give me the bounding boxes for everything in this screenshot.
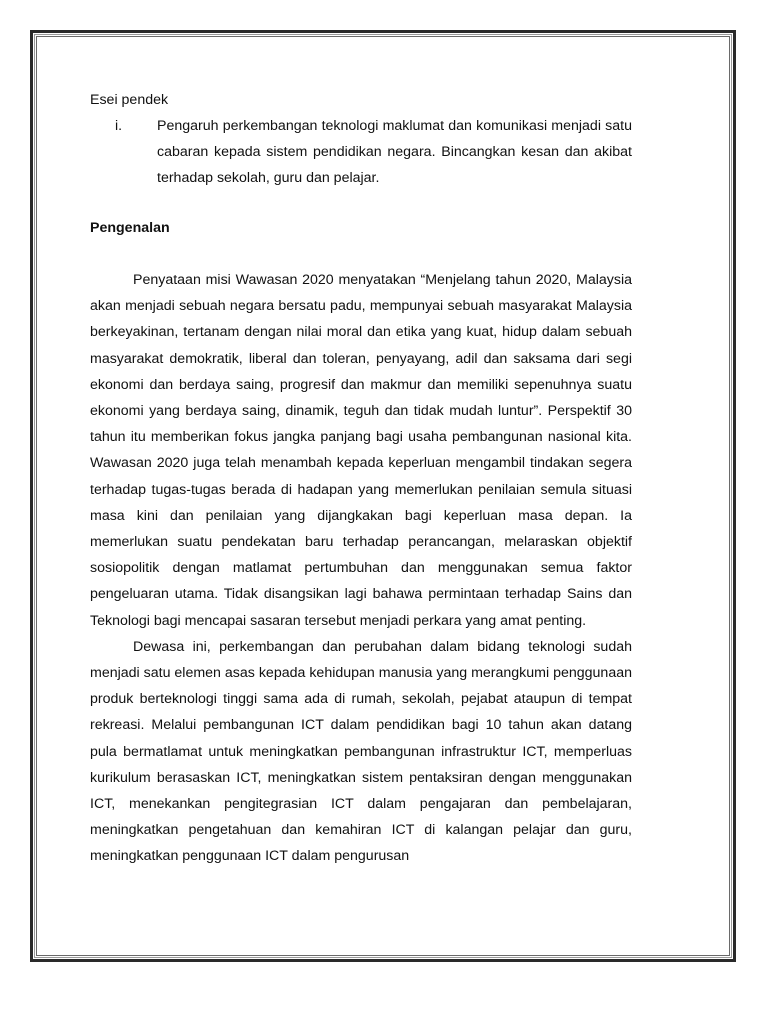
body-text	[90, 267, 632, 870]
question-number: i.	[115, 118, 123, 134]
document-content	[90, 87, 632, 865]
paragraph: Penyataan misi Wawasan 2020 menyatakan “Menjelang tahun 2020, Malaysia akan menjadi sebuah negara bersatu padu, mempunyai sebuah masyarakat Malaysia berkeyakinan, tertanam dengan nilai moral dan etika yang kuat, hidup dalam sebuah masyarakat demokratik, liberal dan toleran, penyayang, adil dan saksama dari segi ekonomi dan berdaya saing, progresif dan makmur dan memiliki sepenuhnya suatu ekonomi yang berdaya saing, dinamik, teguh dan tidak mudah luntur”. Perspektif 30 tahun itu memberikan fokus jangka panjang bagi usaha pembangunan nasional kita. Wawasan 2020 juga telah menambah kepada keperluan mengambil tindakan segera terhadap tugas-tugas berada di hadapan yang memerlukan penilaian semula situasi masa kini dan penilaian yang dijangkakan bagi keperluan masa depan. Ia memerlukan suatu pendekatan baru terhadap perancangan, melaraskan objektif sosiopolitik dengan matlamat pertumbuhan dan menggunakan semua faktor pengeluaran utama. Tidak disangsikan lagi bahawa permintaan terhadap Sains dan Teknologi bagi mencapai sasaran tersebut menjadi perkara yang amat penting.	[90, 272, 632, 629]
essay-question	[90, 113, 632, 191]
section-title: Pengenalan	[90, 220, 170, 236]
paragraph: Dewasa ini, perkembangan dan perubahan dalam bidang teknologi sudah menjadi satu elemen asas kepada kehidupan manusia yang merangkumi penggunaan produk berteknologi tinggi sama ada di rumah, sekolah, pejabat ataupun di tempat rekreasi. Melalui pembangunan ICT dalam pendidikan bagi 10 tahun akan datang pula bermatlamat untuk meningkatkan pembangunan infrastruktur ICT, memperluas kurikulum berasaskan ICT, meningkatkan sistem pentaksiran dengan menggunakan ICT, menekankan pengitegrasian ICT dalam pengajaran dan pembelajaran, meningkatkan pengetahuan dan kemahiran ICT di kalangan pelajar dan guru, meningkatkan penggunaan ICT dalam pengurusan	[90, 638, 632, 865]
question-text: Pengaruh perkembangan teknologi maklumat dan komunikasi menjadi satu cabaran kepada sistem pendidikan negara. Bincangkan kesan dan akibat terhadap sekolah, guru dan pelajar.	[157, 118, 632, 186]
essay-type-label: Esei pendek	[90, 92, 169, 108]
